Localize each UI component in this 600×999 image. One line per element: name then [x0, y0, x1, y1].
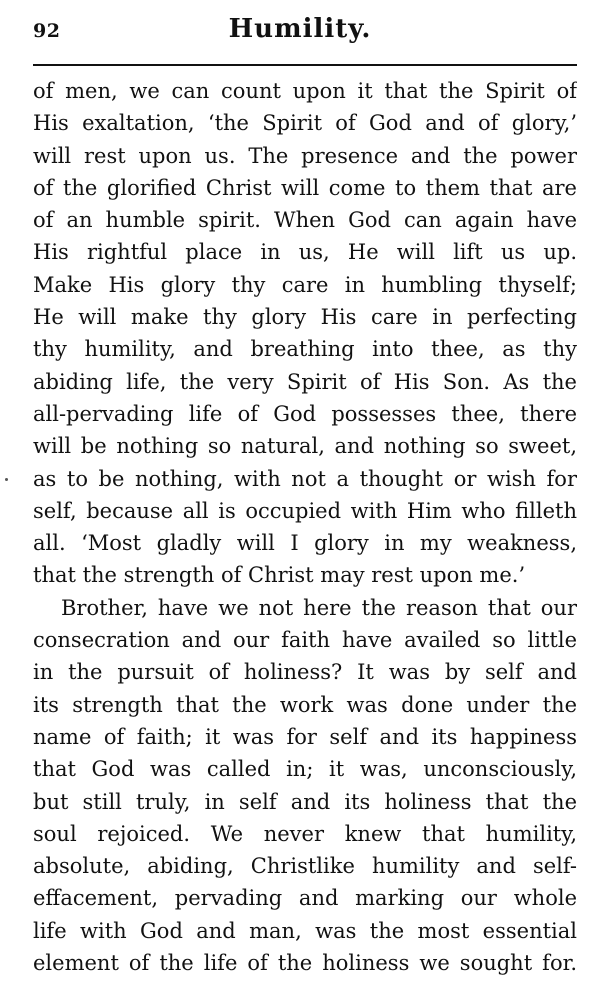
text-line: as to be nothing, with not a thought or wish for [33, 466, 577, 491]
text-line: thy humility, and breathing into thee, as thy [33, 337, 577, 362]
text-line: He will make thy glory His care in perfecting [33, 305, 577, 330]
text-line: of men, we can count upon it that the Spirit of [33, 79, 577, 103]
text-line: effacement, pervading and marking our whole [33, 886, 577, 911]
body-text [33, 75, 577, 979]
text-line: name of faith; it was for self and its happiness [33, 724, 577, 749]
text-line: His rightful place in us, He will lift us up. [33, 240, 577, 265]
text-line: life with God and man, was the most essential [33, 918, 577, 943]
text-line: will rest upon us. The presence and the power [33, 143, 577, 168]
text-line: its strength that the work was done under the [33, 692, 577, 717]
running-title: Humility. [228, 14, 372, 44]
text-line: all-pervading life of God possesses thee, there [33, 401, 577, 426]
stray-ink-mark [5, 478, 8, 481]
text-line: consecration and our faith have availed so little [33, 628, 577, 653]
text-line: that God was called in; it was, unconsciously, [33, 757, 577, 782]
text-line: in the pursuit of holiness? It was by self and [33, 660, 577, 685]
page-number: 92 [33, 20, 61, 42]
text-line: Make His glory thy care in humbling thyself; [33, 272, 577, 297]
text-line: absolute, abiding, Christlike humility and self- [33, 854, 577, 879]
header-rule [33, 64, 577, 66]
text-line: all. ‘Most gladly will I glory in my weakness, [33, 531, 577, 556]
text-line: His exaltation, ‘the Spirit of God and of glory,’ [33, 111, 577, 136]
text-line: element of the life of the holiness we sought for. [33, 951, 577, 976]
text-line: but still truly, in self and its holiness that the [33, 789, 577, 814]
text-line: Brother, have we not here the reason that our [61, 595, 577, 620]
text-line: abiding life, the very Spirit of His Son. As the [33, 369, 577, 394]
text-line: of the glorified Christ will come to them that are [33, 175, 577, 200]
text-line: of an humble spirit. When God can again have [33, 208, 577, 233]
text-line: that the strength of Christ may rest upon me.’ [33, 563, 526, 588]
text-line: soul rejoiced. We never knew that humility, [33, 821, 577, 846]
text-line: will be nothing so natural, and nothing so sweet, [33, 434, 577, 459]
text-line: self, because all is occupied with Him who filleth [33, 498, 577, 523]
